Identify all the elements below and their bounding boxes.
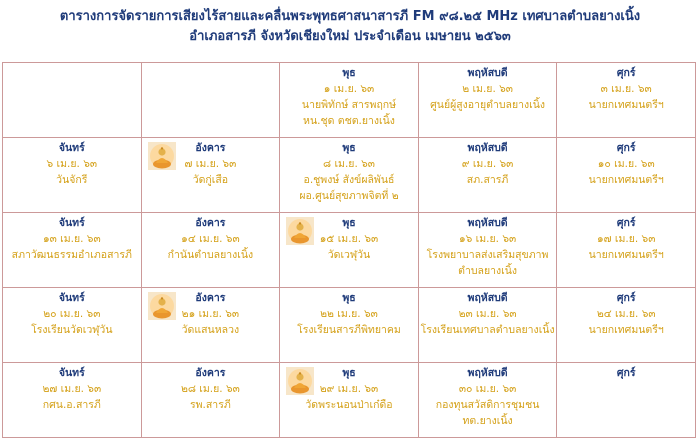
day-name: พุธ: [342, 292, 356, 304]
date-label: ๓๐ เม.ย. ๖๓: [458, 383, 517, 395]
day-name: พุธ: [342, 142, 356, 154]
day-name: พุธ: [342, 217, 356, 229]
day-name: จันทร์: [58, 292, 85, 304]
schedule-cell: [141, 63, 280, 138]
day-name: จันทร์: [58, 217, 85, 229]
schedule-cell: [418, 138, 557, 213]
schedule-cell: [3, 213, 142, 288]
host-text: ศูนย์ผู้สูงอายุตำบลยางเนิ้ง: [430, 99, 546, 111]
schedule-title-line2: อำเภอสารภี จังหวัดเชียงใหม่ ประจำเดือน เมษายน ๒๕๖๓: [189, 29, 511, 44]
day-name: พุธ: [342, 367, 356, 379]
date-label: ๖ เม.ย. ๖๓: [46, 158, 98, 170]
day-name: ศุกร์: [616, 292, 636, 304]
schedule-row: [3, 138, 696, 213]
host-text: ผอ.ศูนย์สุขภาพจิตที่ ๒: [299, 190, 399, 202]
schedule-cell: [3, 288, 142, 363]
host-text: ตำบลยางเนิ้ง: [458, 265, 518, 277]
day-name: พฤหัสบดี: [467, 217, 508, 229]
host-text: สภาวัฒนธรรมอำเภอสารภี: [11, 249, 132, 261]
host-text: ทต.ยางเนิ้ง: [462, 415, 513, 427]
schedule-cell: [557, 63, 696, 138]
host-text: วัดกู่เสือ: [192, 174, 229, 186]
schedule-row: [3, 363, 696, 438]
host-text: โรงเรียนสารภีพิทยาคม: [297, 324, 401, 336]
day-name: อังคาร: [195, 292, 226, 304]
schedule-cell: [280, 63, 419, 138]
date-label: ๒๒ เม.ย. ๖๓: [320, 308, 378, 320]
date-label: ๒ เม.ย. ๖๓: [462, 83, 513, 95]
date-label: ๒๐ เม.ย. ๖๓: [43, 308, 101, 320]
host-text: โรงพยาบาลส่งเสริมสุขภาพ: [426, 249, 549, 261]
date-label: ๙ เม.ย. ๖๓: [461, 158, 514, 170]
buddha-icon: [148, 292, 176, 320]
host-text: กศน.อ.สารภี: [42, 399, 101, 411]
schedule-cell: [141, 363, 280, 438]
day-name: ศุกร์: [616, 217, 636, 229]
schedule-cell: [280, 213, 419, 288]
day-name: อังคาร: [195, 367, 226, 379]
date-label: ๑๐ เม.ย. ๖๓: [597, 158, 655, 170]
host-text: นายกเทศมนตรีฯ: [588, 174, 664, 186]
day-name: พุธ: [342, 67, 356, 79]
day-name: อังคาร: [195, 142, 226, 154]
host-text: กองทุนสวัสดิการชุมชน: [435, 399, 540, 411]
date-label: ๒๔ เม.ย. ๖๓: [596, 308, 656, 320]
schedule-title-line1: ตารางการจัดรายการเสียงไร้สายและคลื่นพระพุทธศาสนาสารภี FM ๙๘.๒๕ MHz เทศบาลตำบลยางเนิ้ง: [59, 9, 641, 24]
host-text: นายกเทศมนตรีฯ: [588, 99, 664, 111]
schedule-cell: [418, 213, 557, 288]
date-label: ๑๗ เม.ย. ๖๓: [596, 233, 656, 245]
schedule-row: [3, 288, 696, 363]
date-label: ๒๑ เม.ย. ๖๓: [181, 308, 240, 320]
date-label: ๒๙ เม.ย. ๖๓: [319, 383, 379, 395]
day-name: พฤหัสบดี: [467, 367, 508, 379]
day-name: จันทร์: [58, 367, 85, 379]
host-text: นายพิทักษ์ สารพฤกษ์: [301, 99, 397, 111]
schedule-cell: [418, 63, 557, 138]
buddha-icon: [286, 367, 314, 395]
host-text: โรงเรียนวัดเวฬุวัน: [31, 324, 113, 336]
day-name: จันทร์: [58, 142, 85, 154]
host-text: รพ.สารภี: [190, 399, 231, 411]
host-text: นายกเทศมนตรีฯ: [588, 249, 664, 261]
schedule-cell: [557, 363, 696, 438]
schedule-cell: [3, 138, 142, 213]
schedule-row: [3, 213, 696, 288]
date-label: ๘ เม.ย. ๖๓: [323, 158, 375, 170]
schedule-table: [2, 62, 696, 438]
schedule-cell: [418, 288, 557, 363]
date-label: ๒๘ เม.ย. ๖๓: [180, 383, 240, 395]
schedule-cell: [557, 288, 696, 363]
day-name: พฤหัสบดี: [467, 292, 508, 304]
schedule-cell: [280, 363, 419, 438]
schedule-cell: [557, 138, 696, 213]
schedule-row: [3, 63, 696, 138]
day-name: ศุกร์: [616, 67, 636, 79]
schedule-cell: [141, 213, 280, 288]
day-name: พฤหัสบดี: [467, 142, 508, 154]
schedule-cell: [3, 63, 142, 138]
host-text: นายกเทศมนตรีฯ: [588, 324, 664, 336]
date-label: ๒๗ เม.ย. ๖๓: [42, 383, 102, 395]
schedule-cell: [141, 288, 280, 363]
host-text: วัดแสนหลวง: [181, 324, 240, 336]
host-text: สภ.สารภี: [466, 174, 509, 186]
buddha-icon: [286, 217, 314, 245]
day-name: พฤหัสบดี: [467, 67, 508, 79]
buddha-icon: [148, 142, 176, 170]
host-text: อ.ชูพงษ์ สังข์ผลิพันธ์: [303, 174, 395, 186]
host-text: กำนันตำบลยางเนิ้ง: [167, 249, 254, 261]
host-text: โรงเรียนเทศบาลตำบลยางเนิ้ง: [420, 324, 555, 336]
schedule-cell: [141, 138, 280, 213]
date-label: ๑๓ เม.ย. ๖๓: [42, 233, 101, 245]
schedule-cell: [280, 288, 419, 363]
schedule-cell: [418, 363, 557, 438]
day-name: ศุกร์: [616, 142, 636, 154]
host-text: วัดพระนอนป่าเก๋ดือ: [305, 399, 393, 411]
date-label: ๑๔ เม.ย. ๖๓: [181, 233, 240, 245]
day-name: อังคาร: [195, 217, 226, 229]
date-label: ๒๓ เม.ย. ๖๓: [458, 308, 517, 320]
schedule-cell: [280, 138, 419, 213]
date-label: ๑๕ เม.ย. ๖๓: [319, 233, 379, 245]
host-text: วันจักรี: [56, 174, 88, 186]
schedule-cell: [3, 363, 142, 438]
date-label: ๗ เม.ย. ๖๓: [184, 158, 237, 170]
host-text: วัดเวฬุวัน: [327, 249, 371, 261]
date-label: ๓ เม.ย. ๖๓: [600, 83, 652, 95]
date-label: ๑๖ เม.ย. ๖๓: [458, 233, 517, 245]
date-label: ๑ เม.ย. ๖๓: [323, 83, 375, 95]
schedule-cell: [557, 213, 696, 288]
host-text: หน.ชุด ตชต.ยางเนิ้ง: [303, 115, 395, 127]
day-name: ศุกร์: [616, 367, 636, 379]
